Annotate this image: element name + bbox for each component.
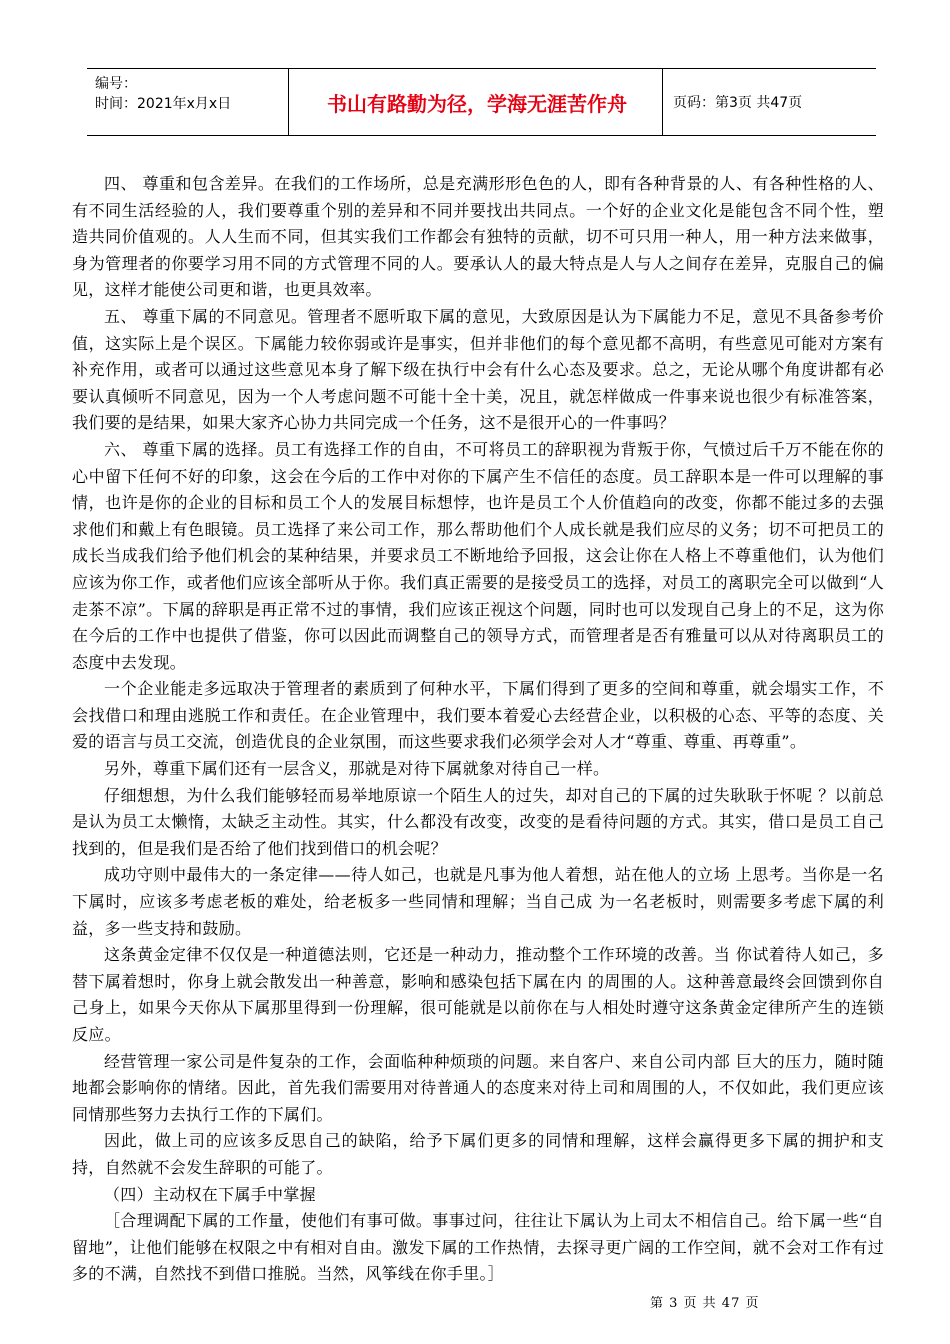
paragraph: 这条黄金定律不仅仅是一种道德法则，它还是一种动力，推动整个工作环境的改善。当 你试着待人如己，多替下属着想时，你身上就会散发出一种善意，影响和感染包括下属在内 的周围的人。这种善意最终会回馈到你自己身上，如果今天你从下属那里得到一份理解，很可能就是以前你在与人相处时遵守这条黄金定律所产生的连锁反应。 [72, 945, 884, 1044]
header-page-info: 页码：第3页 共47页 [673, 95, 803, 111]
page-header [87, 68, 876, 136]
paragraph: 另外，尊重下属们还有一层含义，那就是对待下属就象对待自己一样。 [104, 759, 610, 779]
paragraph: 因此，做上司的应该多反思自己的缺陷，给予下属们更多的同情和理解，这样会赢得更多下属的拥护和支持，自然就不会发生辞职的可能了。 [72, 1131, 884, 1177]
paragraph: 成功守则中最伟大的一条定律——待人如己，也就是凡事为他人着想，站在他人的立场 上思考。当你是一名下属时，应该多考虑老板的难处，给老板多一些同情和理解；当自己成 为一名老板时，则需要多考虑下属的利益，多一些支持和鼓励。 [72, 865, 884, 938]
document-body [72, 171, 884, 1288]
section-heading: （四）主动权在下属手中掌握 [104, 1184, 316, 1204]
number-label: 编号： [95, 76, 137, 92]
paragraph: 仔细想想，为什么我们能够轻而易举地原谅一个陌生人的过失，却对自己的下属的过失耿耿于怀呢 ？以前总是认为员工太懒惰，太缺乏主动性。其实，什么都没有改变，改变的是看待问题的方式。其实，借口是员工自己找到的，但是我们是否给了他们找到借口的机会呢？ [72, 785, 884, 858]
paragraph: 经营管理一家公司是件复杂的工作，会面临种种烦琐的问题。来自客户、来自公司内部 巨大的压力，随时随地都会影响你的情绪。因此，首先我们需要用对待普通人的态度来对待上司和周围的人，不仅如此，我们更应该同情那些努力去执行工作的下属们。 [72, 1051, 884, 1124]
page-footer: 第 3 页 共 47 页 [650, 1296, 760, 1311]
header-meta [95, 74, 290, 114]
paragraph: ［合理调配下属的工作量，使他们有事可做。事事过问，往往让下属认为上司太不相信自己。给下属一些“自留地”，让他们能够在权限之中有相对自由。激发下属的工作热情，去探寻更广阔的工作空间，就不会对工作有过多的不满，自然找不到借口推脱。当然，风筝线在你手里。］ [72, 1211, 884, 1284]
paragraph: 一个企业能走多远取决于管理者的素质到了何种水平，下属们得到了更多的空间和尊重，就会塌实工作，不会找借口和理由逃脱工作和责任。在企业管理中，我们要本着爱心去经营企业，以积极的心态、平等的态度、关爱的语言与员工交流，创造优良的企业氛围，而这些要求我们必须学会对人才“尊重、尊重、再尊重”。 [72, 679, 884, 752]
paragraph: 五、 尊重下属的不同意见。管理者不愿听取下属的意见，大致原因是认为下属能力不足，意见不具备参考价值，这实际上是个误区。下属能力较你弱或许是事实，但并非他们的每个意见都不高明，有些意见可能对方案有补充作用，或者可以通过这些意见本身了解下级在执行中会有什么心态及要求。总之，无论从哪个角度讲都有必要认真倾听不同意见，因为一个人考虑问题不可能十全十美，况且，就怎样做成一件事来说也很少有标准答案，我们要的是结果，如果大家齐心协力共同完成一个任务，这不是很开心的一件事吗？ [72, 306, 884, 433]
header-divider-right [662, 68, 663, 136]
header-motto: 书山有路勤为径，学海无涯苦作舟 [327, 91, 627, 116]
paragraph: 六、 尊重下属的选择。员工有选择工作的自由，不可将员工的辞职视为背叛于你，气愤过后千万不能在你的心中留下任何不好的印象，这会在今后的工作中对你的下属产生不信任的态度。员工辞职本是一件可以理解的事情，也许是你的企业的目标和员工个人的发展目标想悖，也许是员工个人价值趋向的改变，你都不能过多的去强求他们和戴上有色眼镜。员工选择了来公司工作，那么帮助他们个人成长就是我们应尽的义务；切不可把员工的成长当成我们给予他们机会的某种结果，并要求员工不断地给予回报，这会让你在人格上不尊重他们，认为他们应该为你工作，或者他们应该全部听从于你。我们真正需要的是接受员工的选择，对员工的离职完全可以做到“人走茶不凉”。下属的辞职是再正常不过的事情，我们应该正视这个问题，同时也可以发现自己身上的不足，这为你在今后的工作中也提供了借鉴，你可以因此而调整自己的领导方式，而管理者是否有雅量可以从对待离职员工的态度中去发现。 [72, 439, 884, 672]
paragraph: 四、 尊重和包含差异。在我们的工作场所，总是充满形形色色的人，即有各种背景的人、有各种性格的人、有不同生活经验的人，我们要尊重个别的差异和不同并要找出共同点。一个好的企业文化是能包含不同个性，塑造共同价值观的。人人生而不同，但其实我们工作都会有独特的贡献，切不可只用一种人，用一种方法来做事，身为管理者的你要学习用不同的方式管理不同的人。要承认人的最大特点是人与人之间存在差异，克服自己的偏见，这样才能使公司更和谐，也更具效率。 [72, 174, 884, 300]
time-label: 时间：2021年x月x日 [95, 96, 232, 112]
